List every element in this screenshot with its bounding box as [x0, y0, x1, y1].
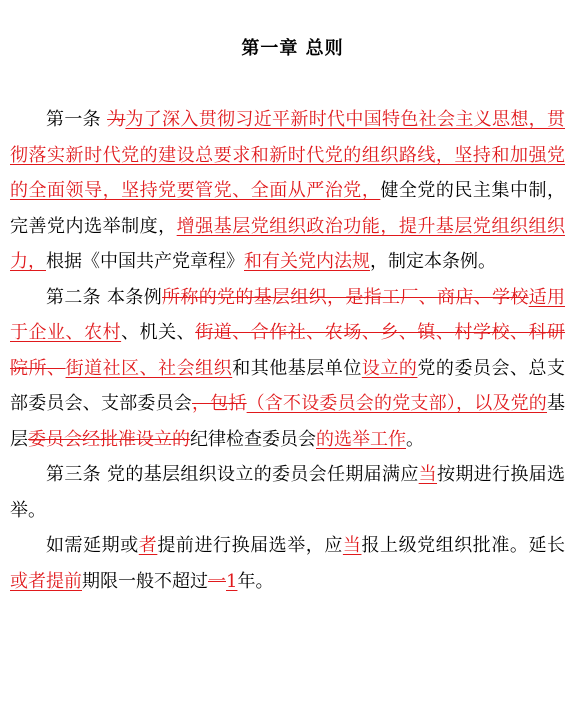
body-text: 提前进行换届选举，应 — [157, 535, 343, 556]
deleted-text: ，包括 — [192, 393, 247, 414]
inserted-text: 当 — [418, 464, 438, 485]
body-text: 第二条 本条例 — [46, 286, 163, 308]
body-text: 年。 — [237, 570, 274, 592]
deleted-text: 街道、合作社、农场、乡、镇、村学校、科研院所、 — [10, 322, 566, 379]
inserted-text: 设立的 — [361, 357, 418, 379]
paragraph-article-2 — [10, 280, 565, 458]
body-text: 报上级党组织批准。延长 — [361, 535, 566, 556]
body-text: 按期进行换届选举。 — [10, 464, 566, 521]
body-text: 和其他基层单位 — [232, 357, 362, 379]
deleted-text: 所称的党的基层组织，是指工厂、商店、学校 — [162, 286, 529, 308]
paragraph-article-1 — [10, 102, 565, 280]
deleted-text: 一 — [208, 570, 226, 592]
body-text: 。 — [406, 428, 424, 450]
inserted-text: 适用于企业、农村 — [10, 286, 566, 343]
body-text: 党的委员会、总支部委员会、支部委员会 — [10, 357, 566, 414]
deleted-text: 委员会经批准设立的 — [28, 428, 190, 450]
inserted-text: 和有关党内法规 — [244, 251, 370, 272]
inserted-text: （含不设委员会的党支部），以及党的 — [246, 393, 548, 414]
body-text: 第一条 — [46, 109, 108, 130]
inserted-text: 为了深入贯彻习近平新时代中国特色社会主义思想，贯彻落实新时代党的建设总要求和新时代党的组织路线，坚持和加强党的全面领导，坚持党要管党、全面从严治党， — [10, 109, 565, 201]
paragraph-article-3 — [10, 457, 565, 528]
body-text: 纪律检查委员会 — [190, 428, 316, 450]
paragraph-article-3-extension — [10, 528, 565, 599]
body-text: 期限一般不超过 — [82, 570, 208, 592]
body-text: 根据《中国共产党章程》 — [46, 251, 244, 272]
inserted-text: 当 — [342, 535, 362, 556]
body-text: 第三条 党的基层组织设立的委员会任期届满应 — [46, 464, 419, 485]
body-text: 基层 — [10, 393, 566, 450]
body-text: ，制定本条例。 — [370, 251, 496, 272]
inserted-text: 街道社区、社会组织 — [65, 357, 233, 379]
body-text: 健全党的民主集中制，完善党内选举制度， — [10, 180, 565, 237]
body-text: 如需延期或 — [46, 535, 139, 556]
deleted-text: 为 — [107, 109, 126, 130]
inserted-text: 或者提前 — [10, 570, 82, 592]
inserted-text: 的选举工作 — [316, 428, 406, 450]
body-text: 、机关、 — [121, 322, 196, 343]
inserted-text: 者 — [138, 535, 158, 556]
document-body — [10, 102, 565, 599]
inserted-text: 1 — [226, 570, 238, 592]
chapter-title: 第一章 总则 — [241, 38, 344, 59]
inserted-text: 增强基层党组织政治功能，提升基层党组织组织力， — [10, 215, 565, 272]
